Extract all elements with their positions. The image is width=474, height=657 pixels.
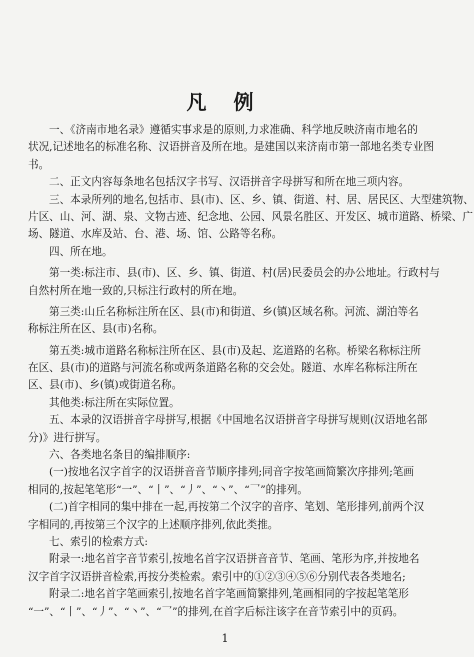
text-line: 汉字首字汉语拼音检索,再按分类检索。索引中的①②③④⑤⑥分别代表各类地名; bbox=[28, 570, 406, 583]
text-line: 六、各类地名条目的编排顺序: bbox=[49, 449, 191, 462]
text-line: 状况,记述地名的标准名称、汉语拼音及所在地。是建国以来济南市第一部地名类专业图 bbox=[28, 141, 434, 154]
text-line: 第三类:山丘名称标注所在区、县(市)和街道、乡(镇)区域名称。河流、湖泊等名 bbox=[49, 305, 419, 318]
text-line: 字相同的,再按第三个汉字的上述顺序排列,依此类推。 bbox=[28, 518, 279, 531]
text-line: 一、《济南市地名录》遵循实事求是的原则,力求准确、科学地反映济南市地名的 bbox=[49, 124, 418, 136]
text-line: 场、隧道、水库及站、台、港、场、馆、公路等名称。 bbox=[28, 228, 283, 241]
text-line: 第五类:城市道路名称标注所在区、县(市)及起、迄道路的名称。桥梁名称标注所 bbox=[49, 344, 422, 357]
text-line: 在区、县(市)的道路与河流名称或两条道路名称的交会处。隧道、水库名称标注所在 bbox=[28, 362, 418, 375]
page-number: 1 bbox=[221, 632, 229, 645]
text-line: 片区、山、河、湖、泉、文物古迹、纪念地、公园、风景名胜区、开发区、城市道路、桥梁、广 bbox=[28, 210, 473, 223]
text-line: 三、本录所列的地名,包括市、县(市)、区、乡、镇、街道、村、居、居民区、大型建筑物、 bbox=[49, 193, 474, 206]
text-line: 五、本录的汉语拼音字母拼写,根据《中国地名汉语拼音字母拼写规则(汉语地名部 bbox=[49, 414, 428, 427]
text-line: 七、索引的检索方式: bbox=[49, 535, 148, 548]
text-line: 附录一:地名首字音节索引,按地名首字汉语拼音音节、笔画、笔形为序,并按地名 bbox=[49, 553, 420, 566]
text-line: 四、所在地。 bbox=[49, 245, 113, 258]
text-line: (一)按地名汉字首字的汉语拼音音节顺序排列;同音字按笔画简繁次序排列;笔画 bbox=[49, 466, 414, 479]
text-line: 相同的,按起笔笔形“一”、“丨”、“丿”、“丶”、“乛”的排列。 bbox=[28, 483, 308, 496]
text-line: 自然村所在地一致的,只标注行政村的所在地。 bbox=[28, 284, 244, 297]
text-line: 其他类:标注所在实际位置。 bbox=[49, 396, 180, 409]
text-line: “一”、“丨”、“丿”、“丶”、“乛”的排列,在首字后标注该字在音节索引中的页码。 bbox=[28, 605, 404, 618]
text-line: 二、正文内容每条地名包括汉字书写、汉语拼音字母拼写和所在地三项内容。 bbox=[49, 176, 410, 189]
text-line: 区、县(市)、乡(镇)或街道名称。 bbox=[28, 379, 183, 392]
text-line: 第一类:标注市、县(市)、区、乡、镇、街道、村(居)民委员会的办公地址。行政村与 bbox=[49, 267, 440, 280]
page-title: 凡 例 bbox=[186, 90, 264, 114]
text-line: 附录二:地名首字笔画索引,按地名首字笔画简繁排列,笔画相同的字按起笔笔形 bbox=[49, 588, 409, 601]
text-line: (二)首字相同的集中排在一起,再按第二个汉字的音序、笔划、笔形排列,前两个汉 bbox=[49, 501, 425, 514]
text-line: 书。 bbox=[28, 158, 50, 171]
body-text bbox=[28, 122, 474, 621]
text-line: 分)》进行拼写。 bbox=[28, 431, 107, 444]
text-line: 称标注所在区、县(市)名称。 bbox=[28, 323, 164, 336]
